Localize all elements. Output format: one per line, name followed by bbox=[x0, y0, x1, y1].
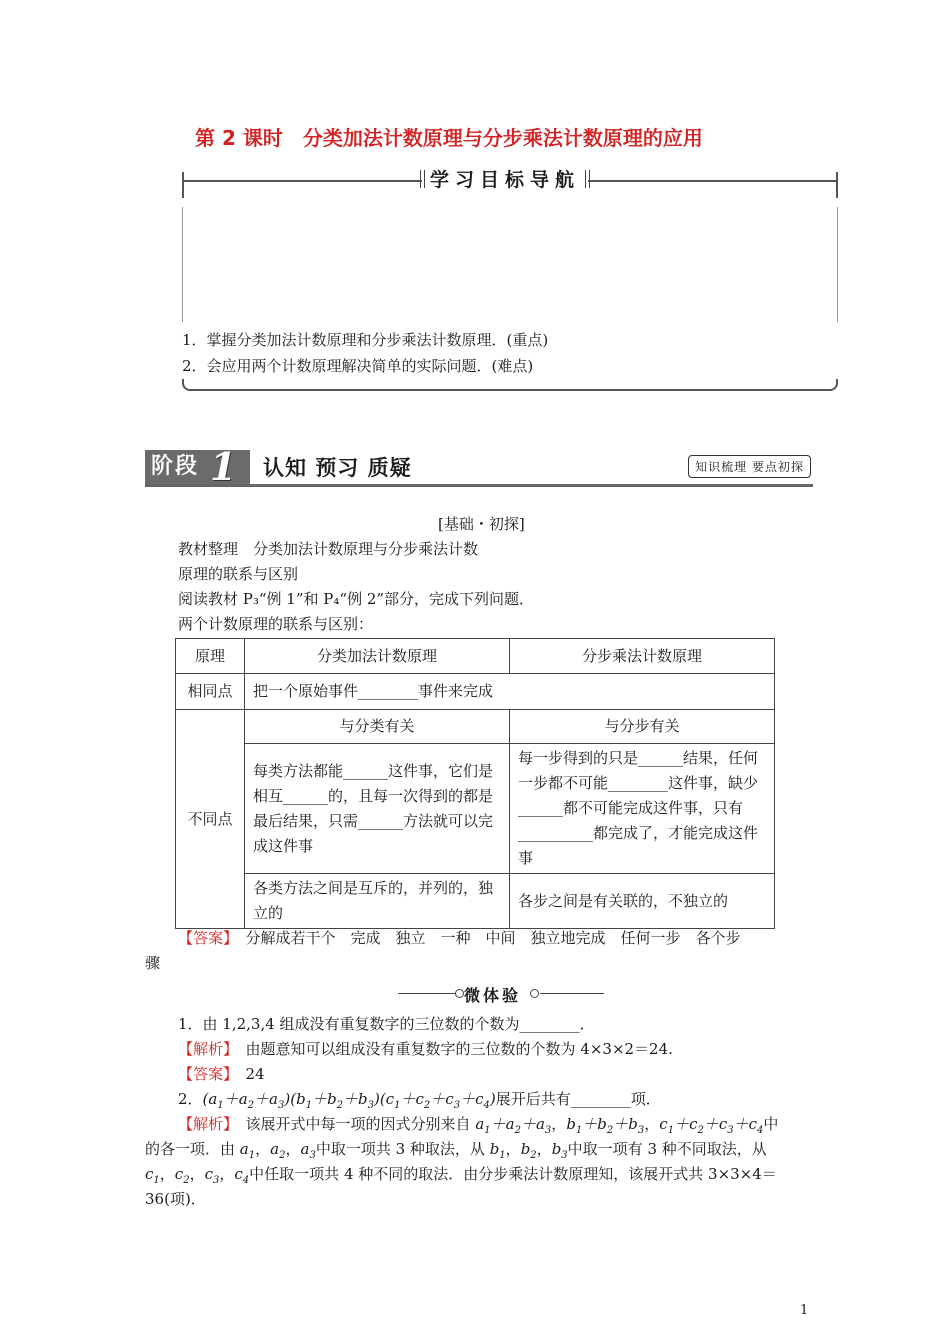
answer-1 bbox=[178, 927, 741, 948]
table-diff-label: 不同点 bbox=[176, 710, 245, 929]
lesson-title: 第 2 课时 分类加法计数原理与分步乘法计数原理的应用 bbox=[195, 126, 703, 150]
question-2: 2．$(a_1+a_2+a_3)(b_1+b_2+b_3)(c_1+c_2+c_3+c_4)$展开后共有________项． bbox=[178, 1090, 661, 1111]
table-same-text: 把一个原始事件________事件来完成 bbox=[245, 674, 775, 710]
question-number: 2． bbox=[178, 1090, 203, 1108]
table-mul-related: 与分步有关 bbox=[510, 710, 775, 744]
micro-experience-heading bbox=[398, 983, 608, 1005]
question-1-answer bbox=[178, 1063, 265, 1084]
section-line-2: 原理的联系与区别 bbox=[178, 565, 299, 583]
analysis-text: 中取一项有 3 种不同取法，从 bbox=[567, 1140, 767, 1158]
question-1-analysis bbox=[178, 1038, 673, 1059]
table-mul-desc: 每一步得到的只是______结果，任何一步都不可能________这件事，缺少______都不可能完成这件事，只有__________都完成了，才能完成这件事 bbox=[510, 744, 775, 874]
question-2-analysis: 【解析】 该展开式中每一项的因式分别来自 $a_1+a_2+a_3$，$b_1+b_2+b_3$，$c_1+c_2+c_3+c_4$中 bbox=[178, 1115, 779, 1136]
analysis-text: 的各一项．由 bbox=[145, 1140, 236, 1158]
table-header-principle: 原理 bbox=[176, 639, 245, 674]
goal-item-2: 2．会应用两个计数原理解决简单的实际问题．(难点) bbox=[182, 357, 534, 375]
section-line-4: 两个计数原理的联系与区别： bbox=[178, 615, 374, 633]
question-2-analysis-4: 36(项)． bbox=[145, 1190, 206, 1208]
section-line-3: 阅读教材 P₃“例 1”和 P₄“例 2”部分，完成下列问题． bbox=[178, 590, 535, 608]
principles-comparison-table bbox=[175, 638, 775, 929]
analysis-text: 中任取一项共 4 种不同的取法．由分步乘法计数原理知，该展开式共 3×3×4＝ bbox=[249, 1165, 777, 1183]
table-add-related: 与分类有关 bbox=[245, 710, 510, 744]
analysis-tag: 【解析】 bbox=[178, 1040, 231, 1058]
table-same-label: 相同点 bbox=[176, 674, 245, 710]
stage-subtitle: 知识梳理 要点初探 bbox=[688, 455, 811, 478]
answer-tag: 【答案】 bbox=[178, 929, 231, 947]
question-1: 1．由 1,2,3,4 组成没有重复数字的三位数的个数为________． bbox=[178, 1015, 595, 1033]
question-2-analysis-3: $c_1$，$c_2$，$c_3$，$c_4$中任取一项共 4 种不同的取法．由分步乘法计数原理知，该展开式共 3×3×4＝ bbox=[145, 1165, 777, 1186]
question-2-tail: 展开后共有________项． bbox=[495, 1090, 661, 1108]
analysis-text: 该展开式中每一项的因式分别来自 bbox=[230, 1115, 471, 1133]
section-line-1: 教材整理 分类加法计数原理与分步乘法计数 bbox=[178, 540, 479, 558]
table-add-mutex: 各类方法之间是互斥的，并列的，独立的 bbox=[245, 874, 510, 929]
goals-heading: 学习目标导航 bbox=[422, 165, 588, 192]
answer-text: 分解成若干个 完成 独立 一种 中间 独立地完成 任何一步 各个步 bbox=[230, 929, 741, 947]
table-header-add: 分类加法计数原理 bbox=[245, 639, 510, 674]
page-number: 1 bbox=[800, 1303, 809, 1318]
learning-goals-box bbox=[182, 163, 838, 391]
table-add-desc: 每类方法都能______这件事，它们是相互______的，且每一次得到的都是最后结果，只需______方法就可以完成这件事 bbox=[245, 744, 510, 874]
stage-number: 1 bbox=[210, 444, 237, 489]
table-mul-linked: 各步之间是有关联的，不独立的 bbox=[510, 874, 775, 929]
stage-label: 阶段 bbox=[145, 450, 250, 484]
section-tag: [基础・初探] bbox=[438, 515, 525, 533]
table-header-mul: 分步乘法计数原理 bbox=[510, 639, 775, 674]
analysis-text: 由题意知可以组成没有重复数字的三位数的个数为 4×3×2＝24. bbox=[230, 1040, 673, 1058]
analysis-tag: 【解析】 bbox=[178, 1115, 231, 1133]
stage-banner bbox=[145, 444, 813, 489]
answer-1-cont: 骤 bbox=[145, 954, 161, 972]
stage-title: 认知 预习 质疑 bbox=[263, 456, 412, 480]
micro-title: 微体验 bbox=[464, 986, 522, 1005]
answer-text: 24 bbox=[230, 1065, 265, 1083]
question-2-analysis-2: 的各一项．由 $a_1$，$a_2$，$a_3$中取一项共 3 种取法，从 $b_1$，$b_2$，$b_3$中取一项有 3 种不同取法，从 bbox=[145, 1140, 767, 1161]
analysis-text: 中取一项共 3 种取法，从 bbox=[315, 1140, 485, 1158]
goal-item-1: 1．掌握分类加法计数原理和分步乘法计数原理．(重点) bbox=[182, 331, 549, 349]
analysis-text: 中 bbox=[763, 1115, 779, 1133]
answer-tag: 【答案】 bbox=[178, 1065, 231, 1083]
